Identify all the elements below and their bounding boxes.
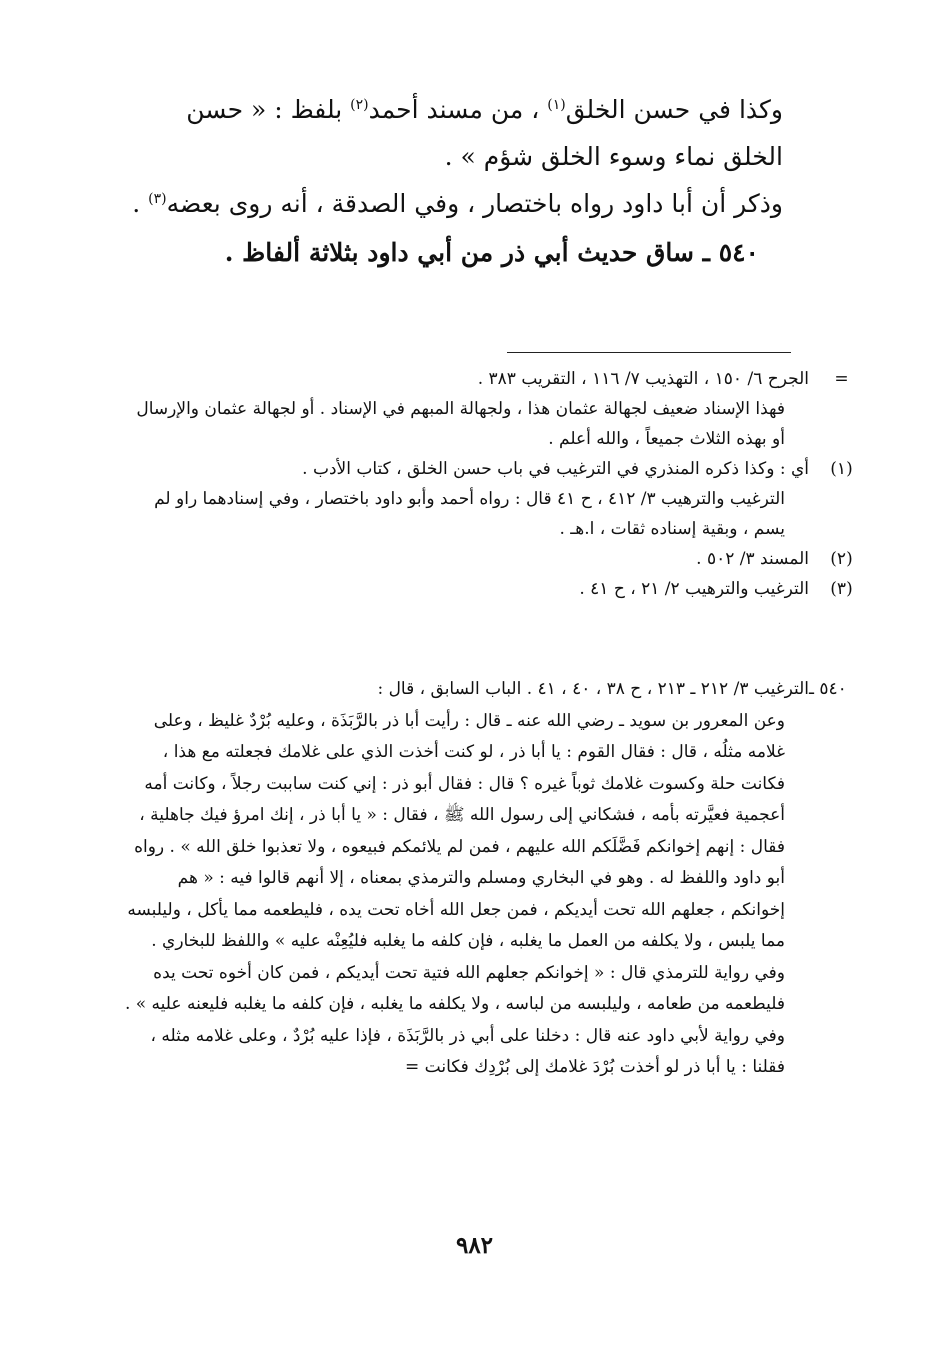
footnote-ref-1[interactable]: (١) xyxy=(547,97,566,113)
hadith-paragraph-1: وعن المعرور بن سويد ـ رضي الله عنه ـ قال : رأيت أبا ذر بالرَّبَذَة ، وعليه بُرْدٌ غليظ ، وعلى غلامه مثلُه ، قال : فقال القوم : يا أبا ذر ، لو كنت أخذت الذي على غلامك فجعلته مع هذا ، فكانت حلة وكسوت غلامك ثوباً غيره ؟ قال : فقال أبو ذر : إني كنت ساببت رجلاً ، وكانت أمه أعجمية فعيَّرته بأمه ، فشكاني إلى رسول الله ﷺ ، فقال : « يا أبا ذر ، إنك امرؤ فيك جاهلية ، فقال : إنهم إخوانكم فَضَّلَكم الله عليهم ، فمن لم يلائمكم فبيعوه ، ولا تعذبوا خلق الله » . رواه أبو داود واللفظ له . وهو في البخاري ومسلم والترمذي بمعناه ، إلا أنهم قالوا فيه : « هم إخوانكم ، جعلهم الله تحت أيديكم ، فمن جعل الله أخاه تحت يده ، فليطعمه مما يأكل ، وليلبسه مما يلبس ، ولا يكلفه من العمل ما يغلبه ، فإن كلفه ما يغلبه فليُعِنْه عليه » واللفظ للبخاري . xyxy=(127,710,785,951)
main-text-segment: وذكر أن أبا داود رواه باختصار ، وفي الصدقة ، أنه روى بعضه xyxy=(166,189,783,218)
footnote-3 xyxy=(119,574,853,604)
main-text-segment: . xyxy=(132,189,149,218)
footnote-1-continued xyxy=(119,484,809,544)
main-text xyxy=(119,86,809,276)
hadith-note xyxy=(119,674,847,1084)
footnote-marker: (١) xyxy=(830,459,853,479)
hadith-paragraph-2: وفي رواية للترمذي قال : « إخوانكم جعلهم الله فتية تحت أيديكم ، فمن كان أخوه تحت يده فليطعمه من طعامه ، وليلبسه من لباسه ، ولا يكلفه ما يغلبه ، فإن كلفه ما يغلبه فليعنه عليه » . xyxy=(124,962,785,1014)
footnote-continued xyxy=(119,364,849,394)
page-number: ٩٨٢ xyxy=(455,1232,494,1259)
footnote-continued-text xyxy=(119,394,809,454)
continuation-marker: = xyxy=(834,369,849,389)
hadith-paragraph-3: وفي رواية لأبي داود عنه قال : دخلنا على أبي ذر بالرَّبَذَة ، فإذا عليه بُرْدٌ ، وعلى غلامه مثله ، فقلنا : يا أبا ذر لو أخذت بُرْدَ غلامك إلى بُرْدِك فكانت = xyxy=(150,1025,785,1077)
footnote-text: فهذا الإسناد ضعيف لجهالة عثمان هذا ، ولجهالة المبهم في الإسناد . أو لجهالة عثمان والإرسال أو بهذه الثلاث جميعاً ، والله أعلم . xyxy=(136,399,785,449)
hadith-note-head xyxy=(119,674,847,706)
hadith-number: ٥٤٠ ـ xyxy=(809,679,847,699)
footnote-text: الترغيب والترهيب ٢/ ٢١ ، ح ٤١ . xyxy=(579,579,809,599)
footnotes xyxy=(119,364,853,604)
section-heading: ٥٤٠ ـ ساق حديث أبي ذر من أبي داود بثلاثة ألفاظ . xyxy=(224,238,759,267)
footnote-2 xyxy=(119,544,853,574)
hadith-head-text: الترغيب ٣/ ٢١٢ ـ ٢١٣ ، ح ٣٨ ، ٤٠ ، ٤١ . الباب السابق ، قال : xyxy=(377,679,809,699)
footnote-text: الجرح ٦/ ١٥٠ ، التهذيب ٧/ ١١٦ ، التقريب ٣٨٣ . xyxy=(477,369,809,389)
main-paragraph-1 xyxy=(119,86,809,180)
main-text-segment: ، من مسند أحمد xyxy=(368,95,548,124)
footnote-ref-3[interactable]: (٣) xyxy=(148,191,167,207)
footnote-marker: (٢) xyxy=(830,549,853,569)
main-text-segment: وكذا في حسن الخلق xyxy=(565,95,783,124)
footnote-ref-2[interactable]: (٢) xyxy=(350,97,369,113)
main-text-segment: بلفظ : « حسن الخلق نماء وسوء الخلق شؤم » . xyxy=(186,95,783,171)
footnote-text: المسند ٣/ ٥٠٢ . xyxy=(696,549,809,569)
footnote-text: أي : وكذا ذكره المنذري في الترغيب في باب حسن الخلق ، كتاب الأدب . xyxy=(302,459,809,479)
footnote-text: الترغيب والترهيب ٣/ ٤١٢ ، ح ٤١ قال : رواه أحمد وأبو داود باختصار ، وفي إسنادهما راو لم يسم ، وبقية إسناده ثقات ، ا.هـ . xyxy=(154,489,785,539)
main-paragraph-2 xyxy=(119,180,809,227)
footnote-1 xyxy=(119,454,853,484)
footnote-separator xyxy=(507,352,791,353)
footnote-marker: (٣) xyxy=(830,579,853,599)
